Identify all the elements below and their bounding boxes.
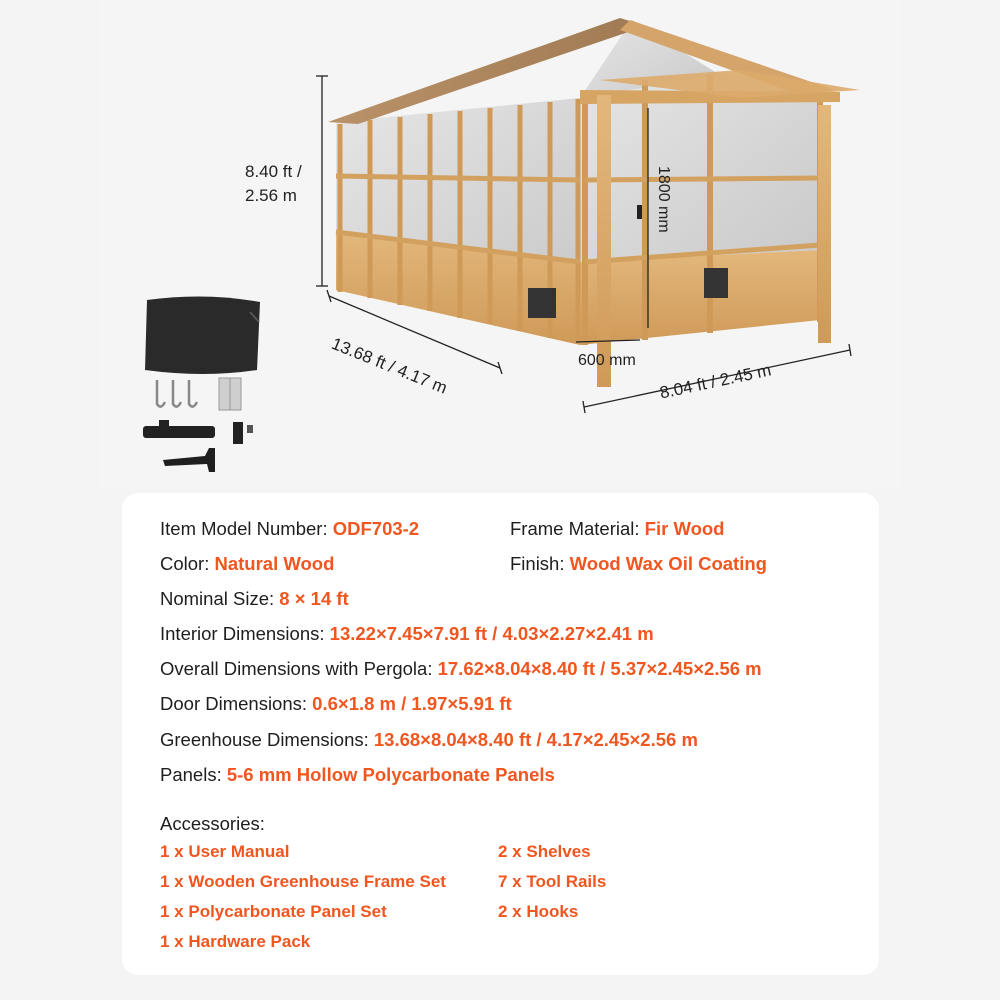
accessories-illustration [135, 292, 275, 492]
length-dimension-label: 13.68 ft / 4.17 m [328, 334, 450, 398]
door-width-label: 600 mm [578, 352, 636, 369]
spec-value: Fir Wood [644, 518, 725, 539]
spec-interior-dimensions [160, 623, 654, 645]
spec-value: 5-6 mm Hollow Polycarbonate Panels [226, 764, 555, 785]
spec-label: Color: [160, 553, 210, 574]
accessory-item: 1 x Wooden Greenhouse Frame Set [160, 872, 446, 891]
spec-value: 0.6×1.8 m / 1.97×5.91 ft [312, 693, 512, 714]
spec-label: Finish: [510, 553, 565, 574]
height-m: 2.56 m [245, 186, 297, 205]
spec-value: 13.22×7.45×7.91 ft / 4.03×2.27×2.41 m [329, 623, 654, 644]
accessory-item: 1 x Hardware Pack [160, 932, 311, 951]
spec-label: Nominal Size: [160, 588, 275, 609]
width-dimension-label: 8.04 ft / 2.45 m [658, 360, 773, 403]
spec-finish [510, 553, 767, 575]
spec-label: Interior Dimensions: [160, 623, 325, 644]
spec-panels [160, 764, 555, 786]
door-handle-icon [163, 448, 215, 472]
spec-frame-material [510, 518, 724, 540]
spec-label: Item Model Number: [160, 518, 328, 539]
spec-value: 13.68×8.04×8.40 ft / 4.17×2.45×2.56 m [373, 729, 698, 750]
storage-bag-icon [145, 296, 260, 374]
spec-label: Overall Dimensions with Pergola: [160, 658, 433, 679]
spec-label: Door Dimensions: [160, 693, 308, 714]
height-ft: 8.40 ft / [245, 162, 302, 181]
spec-model-number [160, 518, 419, 540]
door-height-label: 1800 mm [655, 166, 672, 233]
accessory-item: 7 x Tool Rails [498, 872, 607, 891]
hook-icon [157, 380, 197, 407]
spec-nominal-size [160, 588, 349, 610]
hinge-icon [219, 378, 241, 410]
spec-value: Wood Wax Oil Coating [569, 553, 767, 574]
accessory-item: 2 x Hooks [498, 902, 579, 921]
spec-value: 8 × 14 ft [279, 588, 349, 609]
accessories-title: Accessories: [160, 813, 265, 834]
spec-value: 17.62×8.04×8.40 ft / 5.37×2.45×2.56 m [437, 658, 762, 679]
accessory-item: 1 x Polycarbonate Panel Set [160, 902, 387, 921]
latch-icon [143, 420, 215, 438]
spec-label: Greenhouse Dimensions: [160, 729, 369, 750]
spec-label: Frame Material: [510, 518, 640, 539]
spec-overall-dimensions [160, 658, 762, 680]
spec-color [160, 553, 334, 575]
accessory-item: 2 x Shelves [498, 842, 591, 861]
spec-label: Panels: [160, 764, 222, 785]
accessory-item: 1 x User Manual [160, 842, 290, 861]
spec-greenhouse-dimensions [160, 729, 698, 751]
spec-value: Natural Wood [214, 553, 335, 574]
height-dimension-label [245, 160, 302, 208]
door-lock-icon [233, 422, 253, 444]
spec-value: ODF703-2 [332, 518, 420, 539]
spec-door-dimensions [160, 693, 512, 715]
